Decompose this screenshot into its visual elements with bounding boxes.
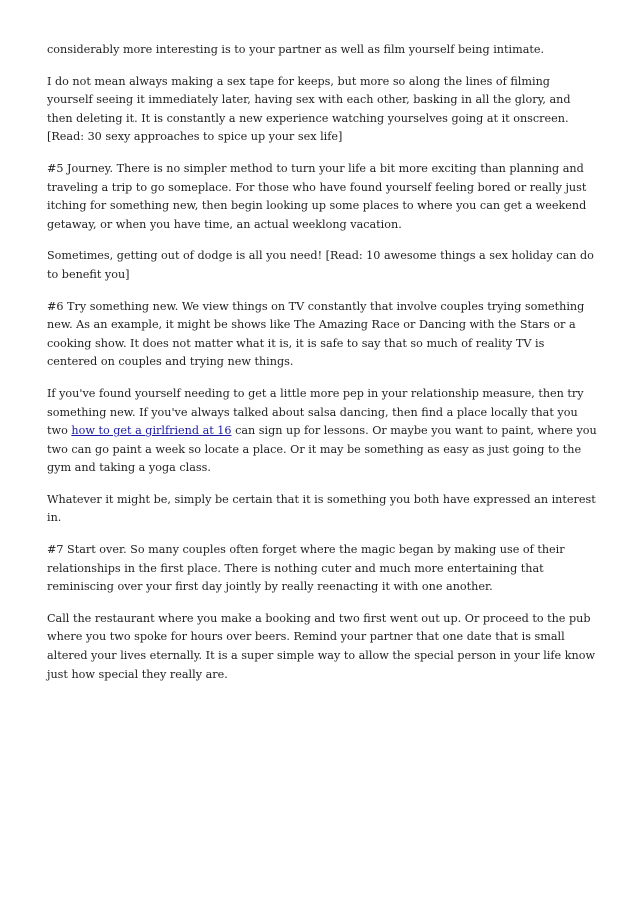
paragraph-call-restaurant: Call the restaurant where you make a booking and two first went out up. Or proceed to the pub where you two spoke for hours over beers. Remind your partner that one date that is small altered your lives eternally. It is a super simple way to allow the special person in your life know just how special they really are. [47, 611, 596, 681]
paragraph-intro-continuation: considerably more interesting is to your partner as well as film yourself being intimate. [47, 43, 545, 56]
paragraph-salsa-dancing [47, 385, 598, 478]
paragraph-sex-tape: I do not mean always making a sex tape for keeps, but more so along the lines of filming yourself seeing it immediately later, having sex with each other, basking in all the glory, and then deleting it. It is constantly a new experience watching yourselves going at it onscreen. [Read: 30 sexy approaches to spice up your sex life] [47, 74, 571, 144]
paragraph-try-something-new: #6 Try something new. We view things on TV constantly that involve couples trying something new. As an example, it might be shows like The Amazing Race or Dancing with the Stars or a cooking show. It does not matter what it is, it is safe to say that so much of reality TV is centered on couples and trying new things. [47, 299, 585, 369]
paragraph-whatever-it-might-be: Whatever it might be, simply be certain that it is something you both have expressed an interest in. [47, 492, 596, 525]
paragraph-getaway: Sometimes, getting out of dodge is all you need! [Read: 10 awesome things a sex holiday can do to benefit you] [47, 249, 594, 281]
paragraph-text-after-link: can sign up for lessons. Or maybe you want to paint, where you two can go paint a week so locate a place. Or it may be something as easy as just going to the gym and taking a yoga class. [47, 424, 597, 475]
paragraph-text-before-link: If you've found yourself needing to get a little more pep in your relationship measure, then try something new. If you've always talked about salsa dancing, then find a place locally that you two [47, 386, 584, 438]
paragraph-start-over: #7 Start over. So many couples often forget where the magic began by making use of their relationships in the first place. There is nothing cuter and much more entertaining that reminiscing over your first day jointly by really reenacting it with one another. [47, 543, 565, 594]
girlfriend-article-link[interactable]: how to get a girlfriend at 16 [71, 424, 232, 438]
paragraph-journey: #5 Journey. There is no simpler method to turn your life a bit more exciting than planning and traveling a trip to go someplace. For those who have found yourself feeling bored or really just itching for something new, then begin looking up some places to where you can get a weekend getaway, or when you have time, an actual weeklong vacation. [47, 161, 587, 231]
